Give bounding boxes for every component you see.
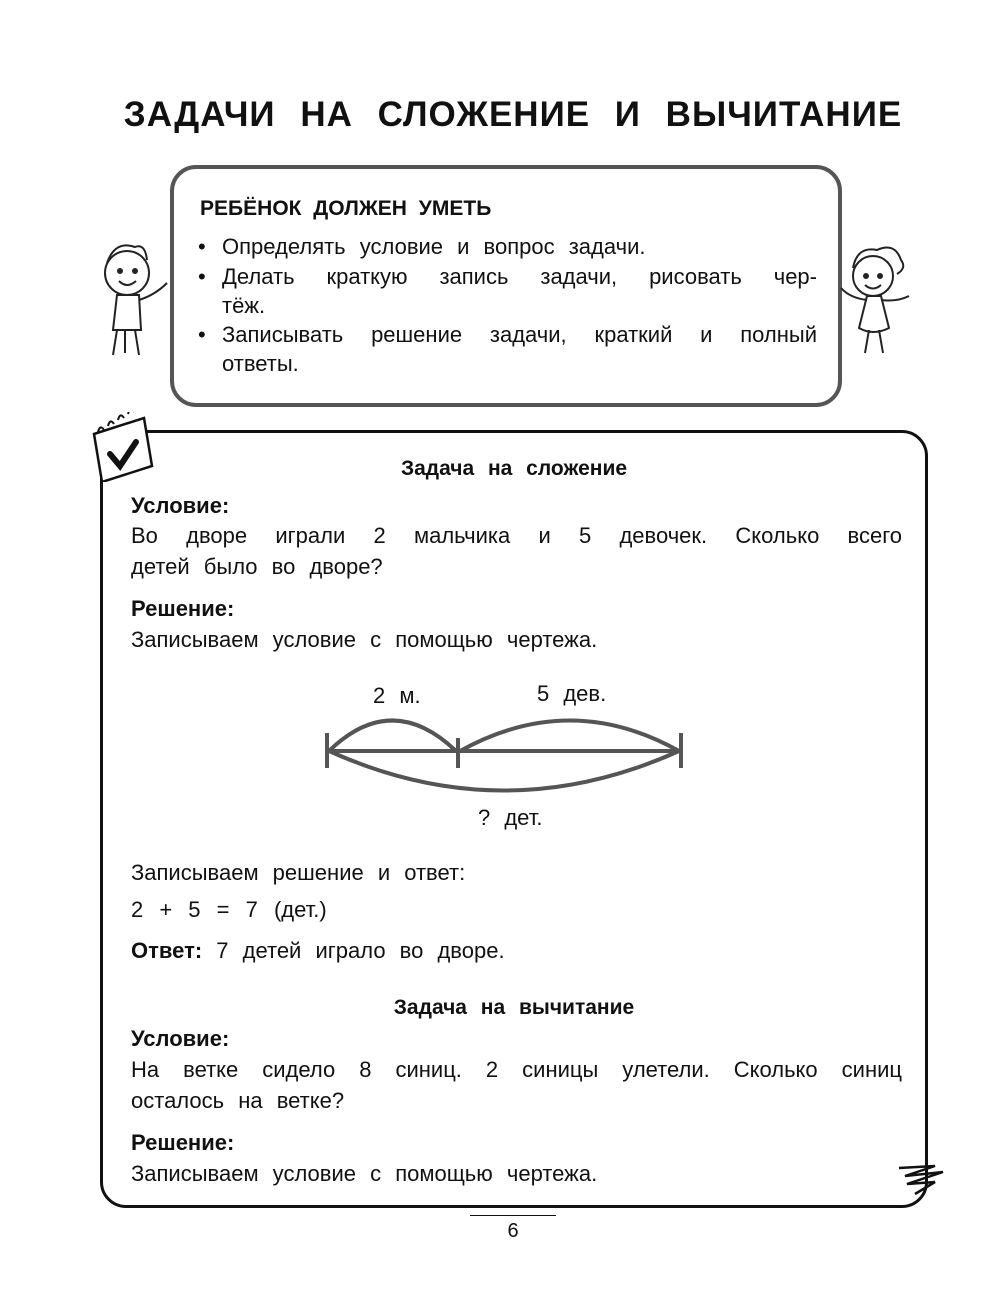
answer-text: 7 детей играло во дворе.: [216, 938, 505, 963]
answer-intro: Записываем решение и ответ:: [131, 860, 466, 885]
boy-illustration: [95, 235, 180, 360]
condition-text: На ветке сидело 8 синиц. 2 синицы улетели. Сколько синиц: [131, 1057, 902, 1082]
solution-label: Решение:: [131, 1130, 235, 1155]
condition-text: осталось на ветке?: [131, 1088, 345, 1113]
skill-item: • Делать краткую запись задачи, рисовать чер-: [222, 264, 817, 290]
subtraction-heading: Задача на вычитание: [393, 996, 635, 1019]
diagram-label-part2: 5 дев.: [537, 681, 607, 706]
skill-item-cont: ответы.: [222, 351, 299, 376]
page-title: ЗАДАЧИ НА СЛОЖЕНИЕ И ВЫЧИТАНИЕ: [123, 95, 903, 134]
girl-illustration: [835, 238, 920, 363]
answer-label: Ответ:: [131, 938, 203, 963]
equation: 2 + 5 = 7 (дет.): [131, 897, 327, 922]
condition-text: детей было во дворе?: [131, 554, 383, 579]
skills-heading: РЕБЁНОК ДОЛЖЕН УМЕТЬ: [200, 197, 492, 220]
skill-item: • Записывать решение задачи, краткий и полный: [222, 322, 817, 348]
diagram-label-total: ? дет.: [478, 805, 543, 830]
skill-item: • Определять условие и вопрос задачи.: [222, 234, 646, 260]
condition-label: Условие:: [131, 493, 230, 518]
diagram-label-part1: 2 м.: [373, 683, 421, 708]
condition-label: Условие:: [131, 1026, 230, 1051]
solution-text: Записываем условие с помощью чертежа.: [131, 1161, 598, 1186]
skill-item-cont: тёж.: [222, 293, 266, 318]
page-number: 6: [507, 1220, 519, 1242]
page-number-rule: [470, 1215, 556, 1216]
next-page-arrow-icon: [895, 1158, 950, 1198]
condition-text: Во дворе играли 2 мальчика и 5 девочек. Сколько всего: [131, 523, 902, 548]
addition-heading: Задача на сложение: [400, 457, 628, 480]
solution-label: Решение:: [131, 596, 235, 621]
solution-text: Записываем условие с помощью чертежа.: [131, 627, 598, 652]
